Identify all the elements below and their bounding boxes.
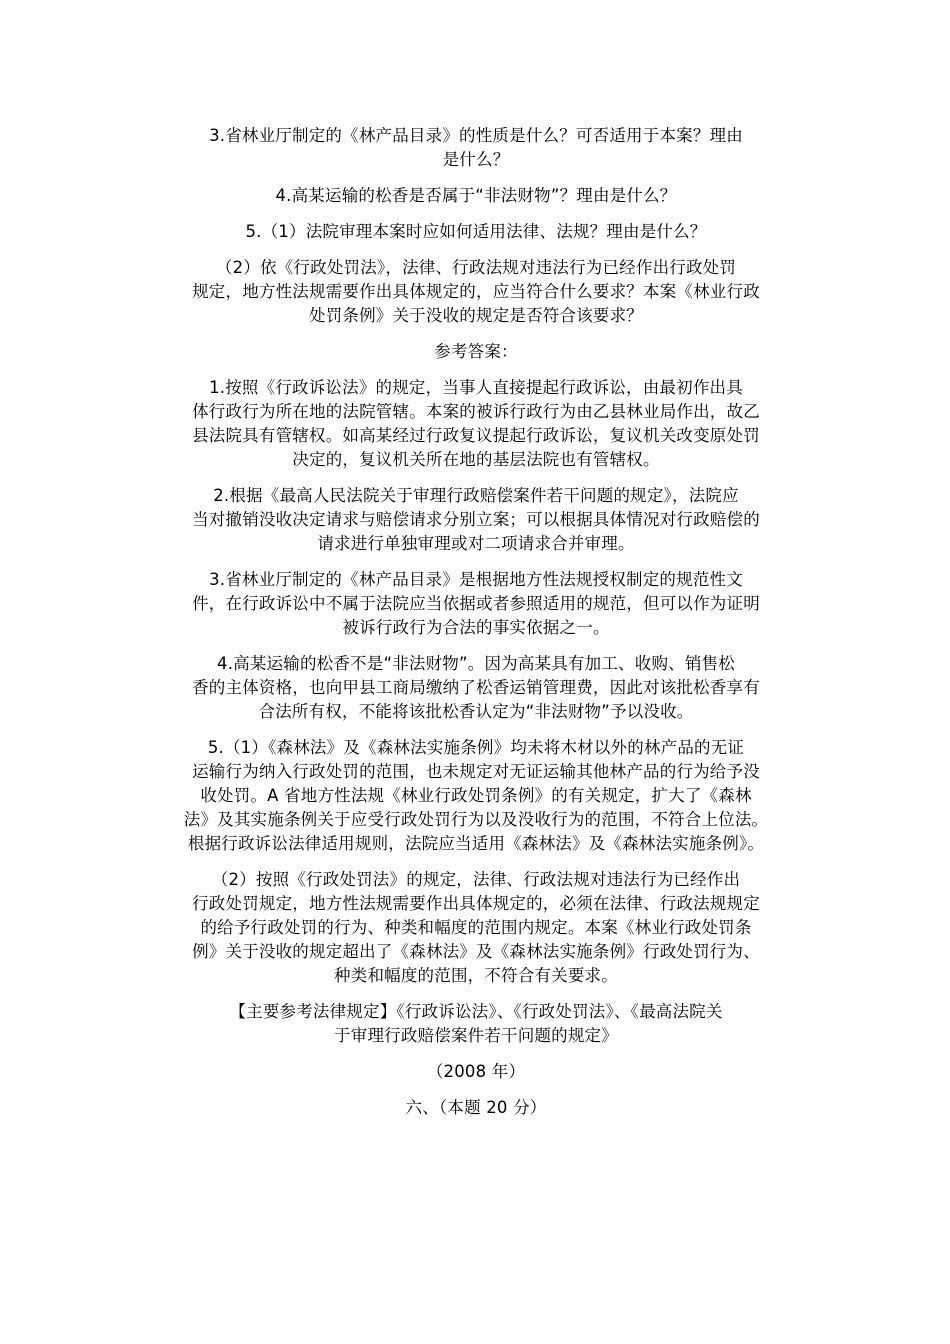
text-line: 香的主体资格，也向甲县工商局缴纳了松香运销管理费，因此对该批松香享有 xyxy=(192,678,760,697)
text-line: 当对撤销没收决定请求与赔偿请求分别立案；可以根据具体情况对行政赔偿的 xyxy=(192,510,760,529)
text-line: 2.根据《最高人民法院关于审理行政赔偿案件若干问题的规定》，法院应 xyxy=(213,486,739,505)
text-line: 处罚条例》关于没收的规定是否符合该要求？ xyxy=(309,306,643,325)
text-line: 决定的，复议机关所在地的基层法院也有管辖权。 xyxy=(292,450,660,469)
section-6-heading xyxy=(148,1096,804,1120)
answer-5-1-paragraph xyxy=(148,736,804,856)
text-line: 【主要参考法律规定】《行政诉讼法》、《行政处罚法》、《最高法院关 xyxy=(229,1002,723,1021)
text-line: 被诉行政行为合法的事实依据之一。 xyxy=(342,618,610,637)
text-line: （2008 年） xyxy=(426,1062,526,1081)
text-line: 5.（1）《森林法》及《森林法实施条例》均未将木材以外的林产品的无证 xyxy=(207,738,745,757)
text-line: 运输行为纳入行政处罚的范围，也未规定对无证运输其他林产品的行为给予没 xyxy=(192,762,760,781)
text-line: （2）依《行政处罚法》，法律、行政法规对违法行为已经作出行政处罚 xyxy=(215,258,737,277)
text-line: 例》关于没收的规定超出了《森林法》及《森林法实施条例》行政处罚行为、 xyxy=(192,942,760,961)
text-line: 5.（1）法院审理本案时应如何适用法律、法规？理由是什么？ xyxy=(245,222,707,241)
question-4-paragraph xyxy=(148,184,804,208)
answer-2-paragraph xyxy=(148,484,804,556)
text-line: 法》及其实施条例关于应受行政处罚行为以及没收行为的范围，不符合上位法。 xyxy=(183,810,769,829)
text-line: 体行政行为所在地的法院管辖。本案的被诉行政行为由乙县林业局作出，故乙 xyxy=(192,402,760,421)
answer-5-2-paragraph xyxy=(148,868,804,988)
text-line: （2）按照《行政处罚法》的规定，法律、行政法规对违法行为已经作出 xyxy=(211,870,741,889)
answer-heading xyxy=(148,340,804,364)
text-line: 1.按照《行政诉讼法》的规定，当事人直接提起行政诉讼，由最初作出具 xyxy=(209,378,743,397)
text-line: 县法院具有管辖权。如高某经过行政复议提起行政诉讼，复议机关改变原处罚 xyxy=(192,426,760,445)
text-line: 件，在行政诉讼中不属于法院应当依据或者参照适用的规范，但可以作为证明 xyxy=(192,594,760,613)
text-line: 规定，地方性法规需要作出具体规定的，应当符合什么要求？本案《林业行政 xyxy=(192,282,760,301)
text-line: 种类和幅度的范围，不符合有关要求。 xyxy=(334,966,618,985)
text-line: 行政处罚规定，地方性法规需要作出具体规定的，必须在法律、行政法规规定 xyxy=(192,894,760,913)
text-line: 3.省林业厅制定的《林产品目录》是根据地方性法规授权制定的规范性文 xyxy=(209,570,743,589)
question-3-paragraph xyxy=(148,124,804,172)
text-line: 4.高某运输的松香不是“非法财物”。因为高某具有加工、收购、销售松 xyxy=(217,654,735,673)
question-5-2-paragraph xyxy=(148,256,804,328)
text-line: 根据行政诉讼法律适用规则，法院应当适用《森林法》及《森林法实施条例》。 xyxy=(187,834,765,853)
text-line: 合法所有权，不能将该批松香认定为“非法财物”予以没收。 xyxy=(258,702,694,721)
text-line: 六、（本题 20 分） xyxy=(405,1098,547,1117)
text-line: 的给予行政处罚的行为、种类和幅度的范围内规定。本案《林业行政处罚条 xyxy=(200,918,752,937)
answer-3-paragraph xyxy=(148,568,804,640)
legal-references-paragraph xyxy=(148,1000,804,1048)
text-line: 参考答案： xyxy=(434,342,518,361)
text-line: 请求进行单独审理或对二项请求合并审理。 xyxy=(317,534,635,553)
text-line: 4.高某运输的松香是否属于“非法财物”？理由是什么？ xyxy=(275,186,677,205)
text-line: 收处罚。A 省地方性法规《林业行政处罚条例》的有关规定，扩大了《森林 xyxy=(200,786,752,805)
document-body xyxy=(148,124,804,1132)
year-label xyxy=(148,1060,804,1084)
text-line: 3.省林业厅制定的《林产品目录》的性质是什么？可否适用于本案？理由 xyxy=(209,126,743,145)
text-line: 于审理行政赔偿案件若干问题的规定》 xyxy=(334,1026,618,1045)
question-5-1-paragraph xyxy=(148,220,804,244)
answer-1-paragraph xyxy=(148,376,804,472)
answer-4-paragraph xyxy=(148,652,804,724)
text-line: 是什么？ xyxy=(442,150,510,169)
